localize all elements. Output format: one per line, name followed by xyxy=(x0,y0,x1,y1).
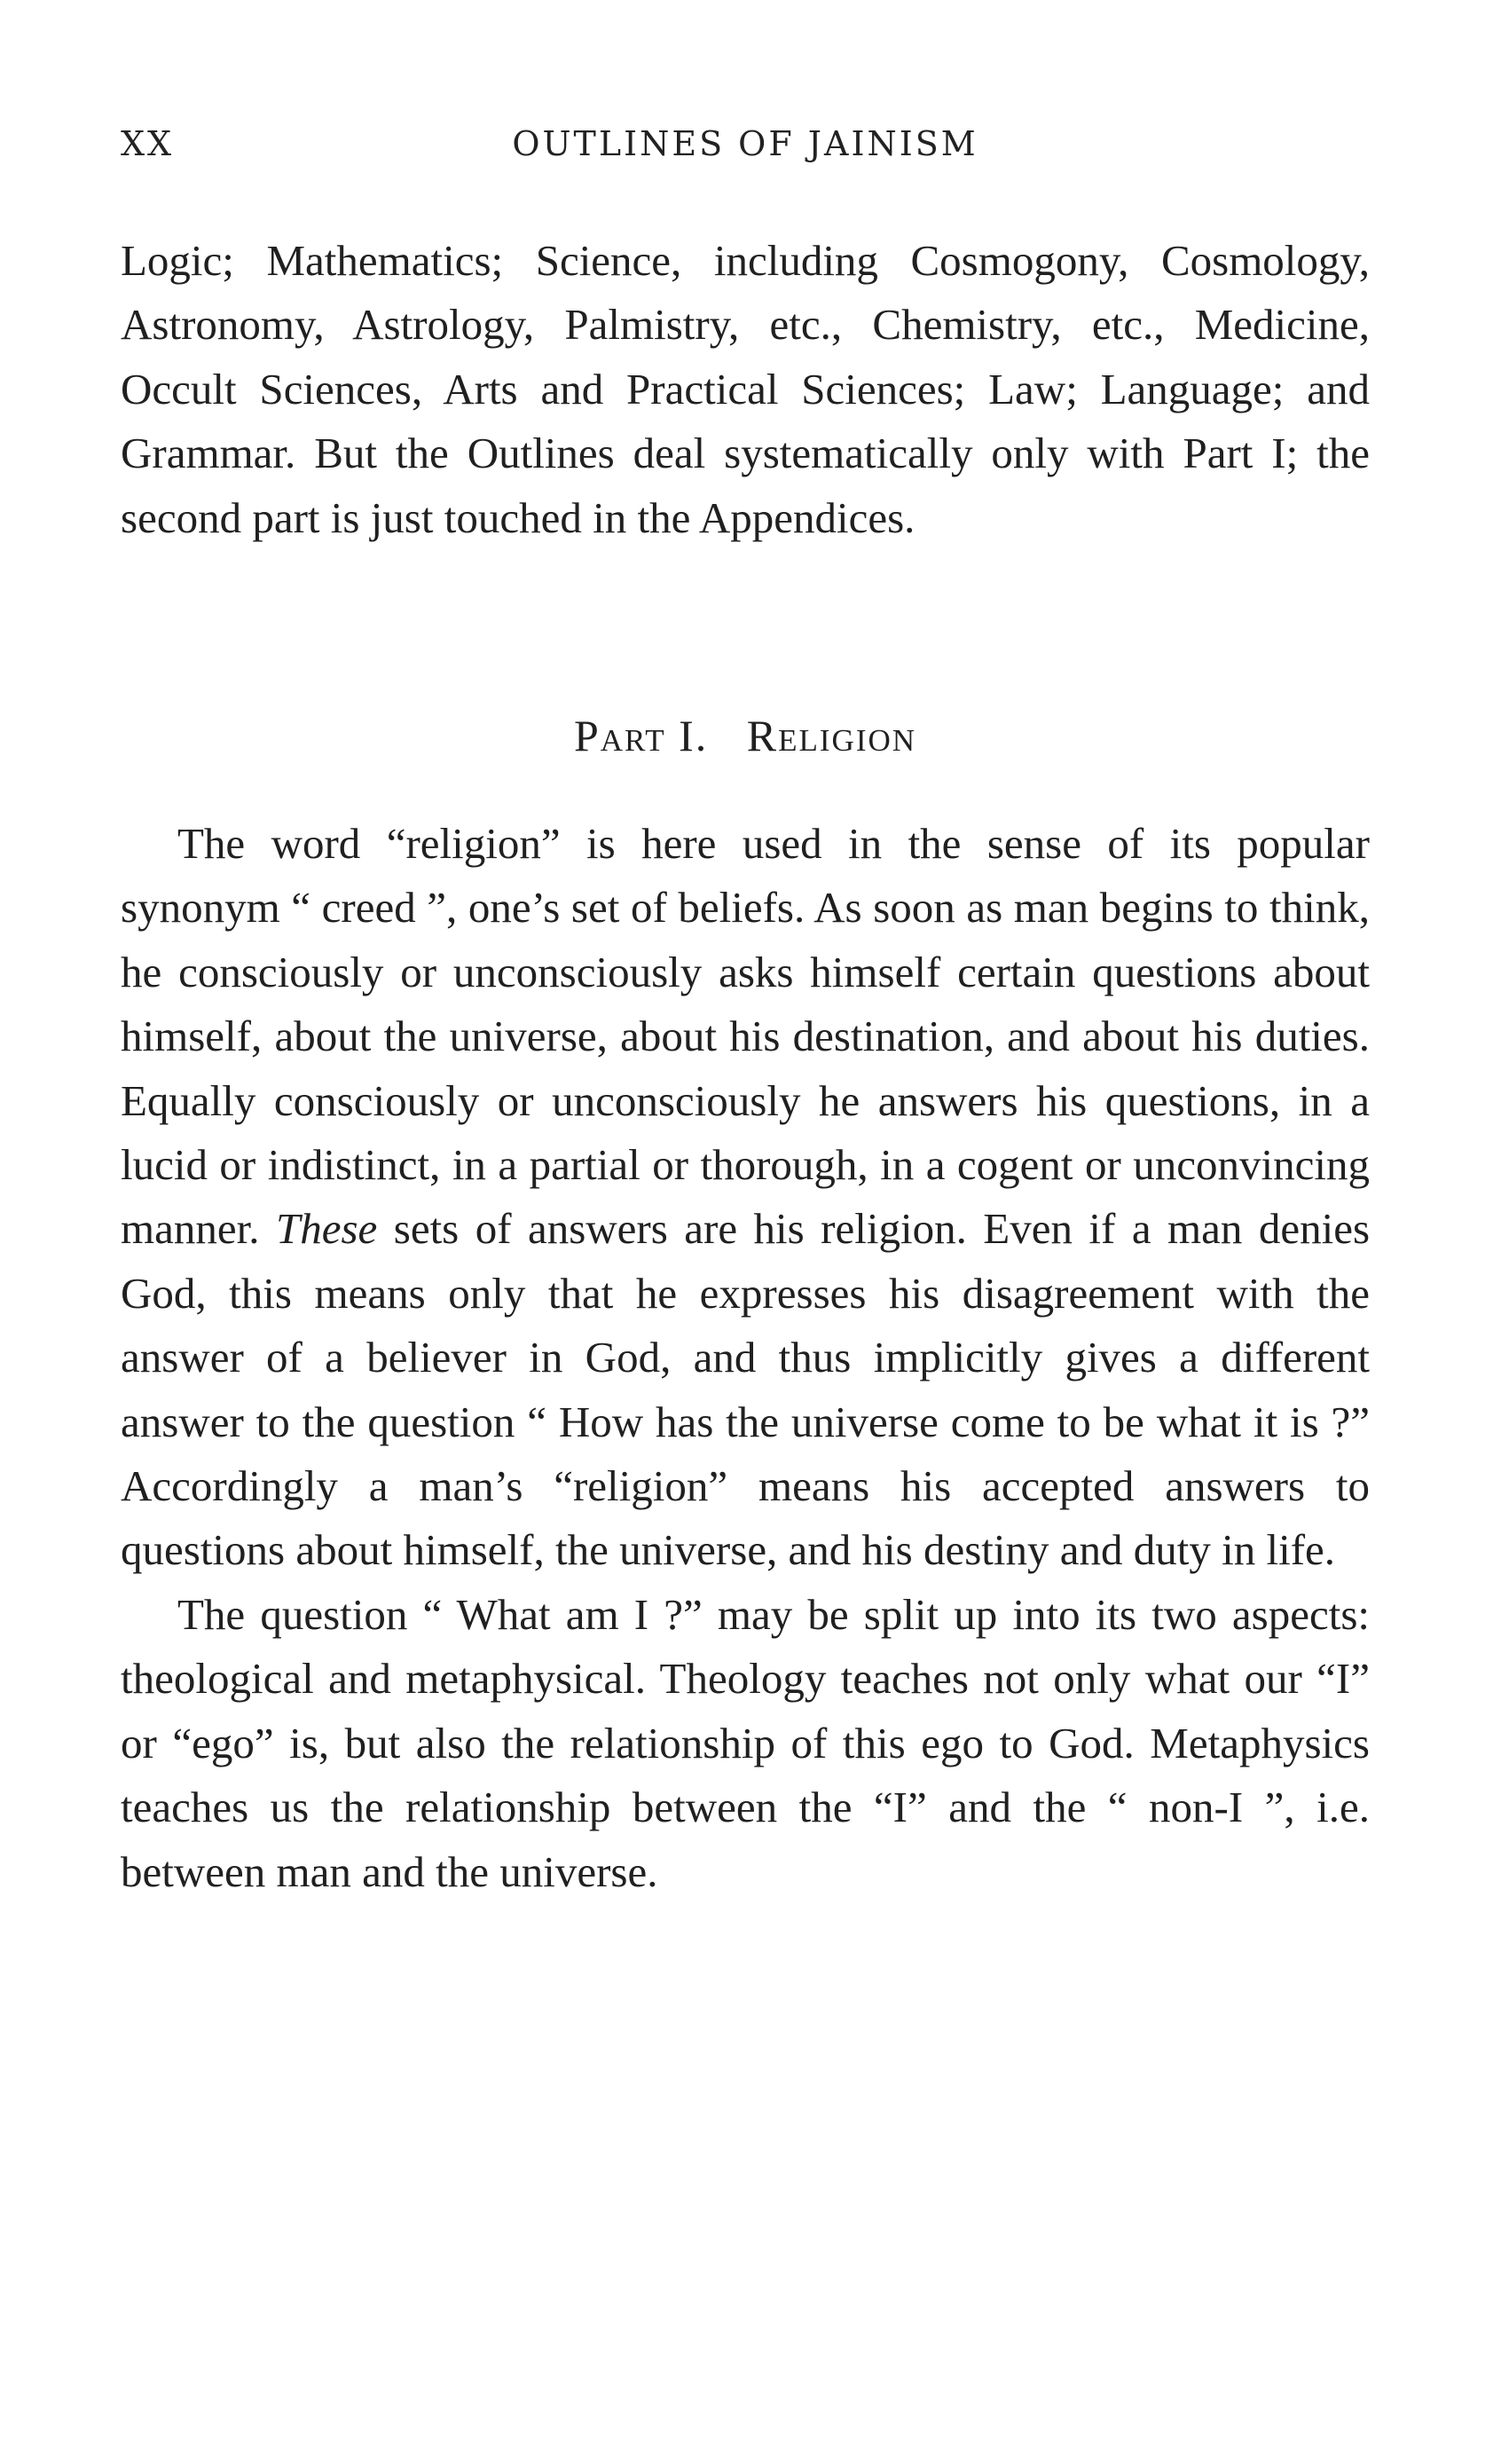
italic-emphasis: These xyxy=(275,1204,378,1254)
running-title: OUTLINES OF JAINISM xyxy=(512,124,978,163)
religion-text-block xyxy=(121,812,1370,1904)
intro-paragraph: Logic; Mathematics; Science, including Cosmogony, Cosmology, Astronomy, Astrology, Palmistry, etc., Chemistry, etc., Medicine, Occult Sciences, Arts and Practical Sciences; Law; Language; and Grammar. But the Outlines deal systematically only with Part I; the second part is just touched in the Appendices. xyxy=(121,236,1370,542)
paragraph-text-part: sets of answers are his religion. Even if a man denies God, this means only that he expresses his disagreement with the answer of a believer in God, and thus implicitly gives a different answer to the question “ How has the universe come to be what it is ?” Accordingly a man’s “religion” means his accepted answers to questions about himself, the universe, and his destiny and duty in life. xyxy=(121,1204,1371,1575)
page-number: XX xyxy=(121,124,175,163)
section-part-label: Part I. xyxy=(573,711,709,760)
paragraph-religion-definition xyxy=(121,812,1370,1583)
running-head xyxy=(121,124,1370,169)
paragraph-text-part: The word “religion” is here used in the sense of its popular synonym “ creed ”, one’s set of beliefs. As soon as man begins to think, he consciously or unconsciously asks himself certain questions about himself, about the universe, about his destination, and about his duties. Equally consciously or unconsciously he answers his questions, in a lucid or indistinct, in a partial or thorough, in a cogent or unconvincing manner. xyxy=(121,819,1370,1254)
paragraph-what-am-i: The question “ What am I ?” may be split up into its two aspects: theological and metaphysical. Theology teaches not only what our “I” or “ego” is, but also the relationship of this ego to God. Metaphysics teaches us the relationship between the “I” and the “ non-I ”, i.e. between man and the universe. xyxy=(121,1589,1370,1896)
section-title: Religion xyxy=(746,711,917,760)
section-heading xyxy=(121,710,1370,761)
intro-text-block xyxy=(121,229,1370,550)
